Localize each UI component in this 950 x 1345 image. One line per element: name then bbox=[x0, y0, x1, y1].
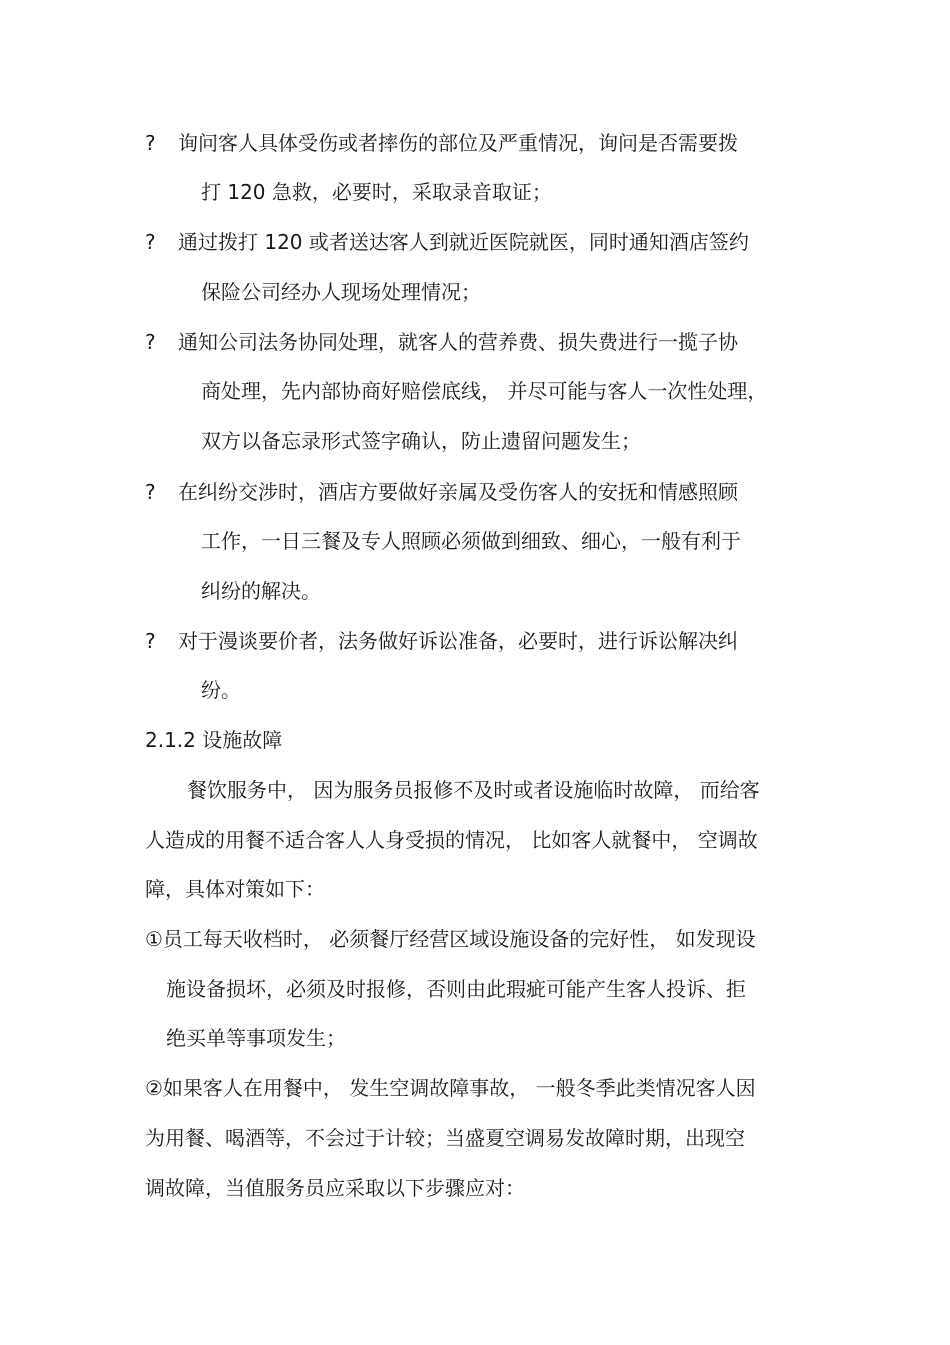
numbered-item-line: 调故障，当值服务员应采取以下步骤应对： bbox=[145, 1176, 525, 1200]
section-heading: 2.1.2 设施故障 bbox=[145, 728, 283, 752]
numbered-item-line: ①员工每天收档时， 必须餐厅经营区域设施设备的完好性， 如发现设 bbox=[145, 927, 756, 951]
bullet-text-line: 双方以备忘录形式签字确认，防止遗留问题发生； bbox=[201, 429, 641, 453]
paragraph-line: 人造成的用餐不适合客人人身受损的情况， 比如客人就餐中， 空调故 bbox=[145, 828, 758, 852]
bullet-text-line: 询问客人具体受伤或者摔伤的部位及严重情况，询问是否需要拨 bbox=[178, 131, 738, 155]
bullet-text-line: 纷。 bbox=[201, 678, 241, 702]
bullet-marker: ? bbox=[145, 131, 156, 155]
bullet-text-line: 通知公司法务协同处理，就客人的营养费、损失费进行一揽子协 bbox=[178, 330, 738, 354]
paragraph-line: 障，具体对策如下： bbox=[145, 877, 325, 901]
bullet-text-line: 工作，一日三餐及专人照顾必须做到细致、细心，一般有利于 bbox=[201, 529, 741, 553]
bullet-text-line: 商处理，先内部协商好赔偿底线， 并尽可能与客人一次性处理， bbox=[201, 379, 768, 403]
bullet-text-line: 在纠纷交涉时，酒店方要做好亲属及受伤客人的安抚和情感照顾 bbox=[178, 480, 738, 504]
bullet-marker: ? bbox=[145, 230, 156, 254]
bullet-text-line: 对于漫谈要价者，法务做好诉讼准备，必要时，进行诉讼解决纠 bbox=[178, 629, 738, 653]
bullet-marker: ? bbox=[145, 629, 156, 653]
bullet-marker: ? bbox=[145, 330, 156, 354]
numbered-item-line: 为用餐、喝酒等，不会过于计较；当盛夏空调易发故障时期，出现空 bbox=[145, 1126, 745, 1150]
numbered-item-line: 绝买单等事项发生； bbox=[166, 1026, 346, 1050]
numbered-item-line: 施设备损坏，必须及时报修，否则由此瑕疵可能产生客人投诉、拒 bbox=[166, 977, 746, 1001]
bullet-text-line: 打 120 急救，必要时，采取录音取证； bbox=[201, 180, 552, 204]
paragraph-line: 餐饮服务中， 因为服务员报修不及时或者设施临时故障， 而给客 bbox=[187, 778, 760, 802]
bullet-text-line: 纠纷的解决。 bbox=[201, 579, 321, 603]
numbered-item-line: ②如果客人在用餐中， 发生空调故障事故， 一般冬季此类情况客人因 bbox=[145, 1076, 756, 1100]
bullet-text-line: 保险公司经办人现场处理情况； bbox=[201, 280, 481, 304]
bullet-marker: ? bbox=[145, 480, 156, 504]
bullet-text-line: 通过拨打 120 或者送达客人到就近医院就医，同时通知酒店签约 bbox=[178, 230, 749, 254]
